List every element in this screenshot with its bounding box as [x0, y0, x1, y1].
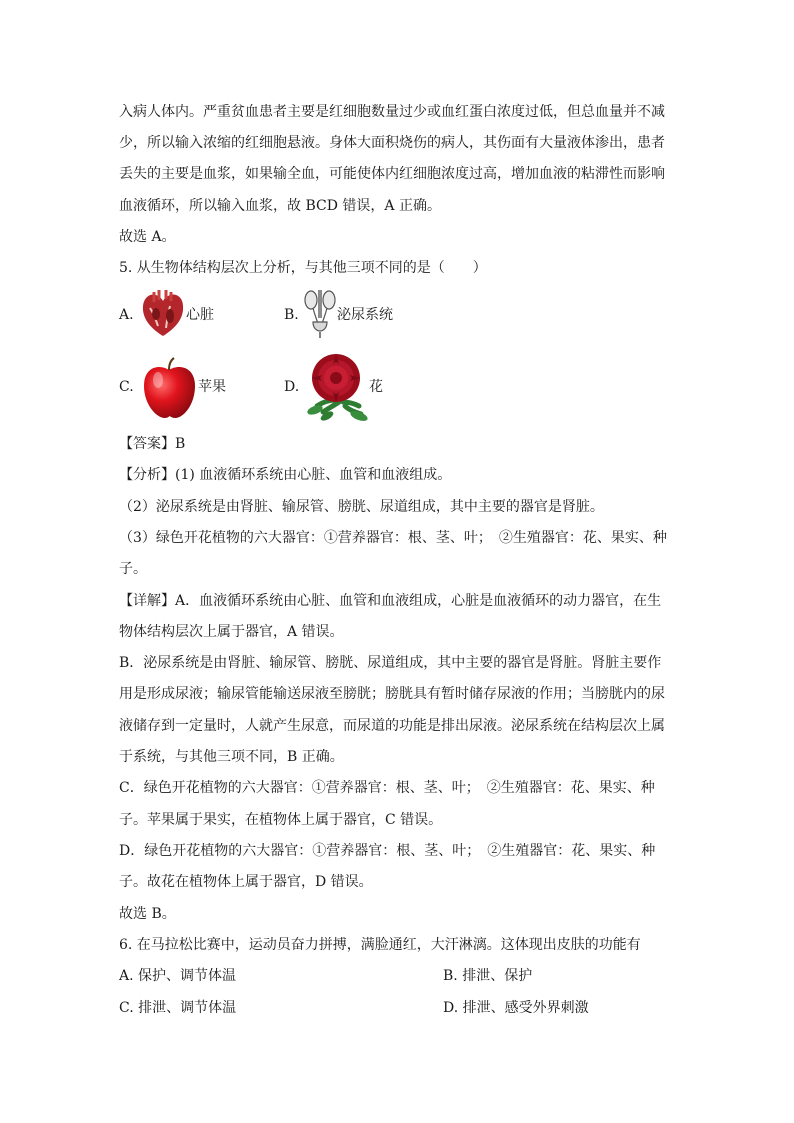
apple-icon [140, 356, 198, 420]
option-b-letter: B. [284, 307, 299, 323]
detail-line-1: 【详解】A．血液循环系统由心脏、血管和血液组成，心脏是血液循环的动力器官，在生 [119, 593, 662, 609]
detail-line-4: 用是形成尿液；输尿管能输送尿液至膀胱；膀胱具有暂时储存尿液的作用；当膀胱内的尿 [119, 686, 665, 702]
option-d-text: 花 [369, 379, 383, 395]
analysis-line-1: 【分析】(1) 血液循环系统由心脏、血管和血液组成。 [119, 467, 452, 483]
detail-line-7: C．绿色开花植物的六大器官：①营养器官：根、茎、叶； ②生殖器官：花、果实、种 [119, 780, 655, 796]
intro-line-2: 少，所以输入浓缩的红细胞悬液。身体大面积烧伤的病人，其伤面有大量液体渗出，患者 [119, 135, 665, 151]
intro-line-1: 入病人体内。严重贫血患者主要是红细胞数量过少或血红蛋白浓度过低，但总血量并不减 [119, 104, 665, 120]
question-6-stem: 6. 在马拉松比赛中，运动员奋力拼搏，满脸通红，大汗淋漓。这体现出皮肤的功能有 [119, 937, 641, 953]
detail-line-8: 子。苹果属于果实，在植物体上属于器官，C 错误。 [119, 812, 443, 828]
flower-icon [303, 350, 369, 422]
option-c-text: 苹果 [198, 379, 226, 395]
option-d-letter: D. [284, 379, 300, 395]
q6-option-a: A. 保护、调节体温 [119, 968, 237, 984]
urinary-system-icon [303, 288, 337, 338]
answer-line: 【答案】B [119, 436, 186, 452]
analysis-line-4: 子。 [119, 561, 147, 577]
detail-line-6: 于系统，与其他三项不同，B 正确。 [119, 749, 344, 765]
option-a-letter: A. [119, 307, 134, 323]
analysis-line-2: （2）泌尿系统是由肾脏、输尿管、膀胱、尿道组成，其中主要的器官是肾脏。 [119, 499, 604, 515]
detail-line-10: 子。故花在植物体上属于器官，D 错误。 [119, 874, 373, 890]
intro-conclusion: 故选 A。 [119, 229, 176, 245]
analysis-line-3: （3）绿色开花植物的六大器官：①营养器官：根、茎、叶； ②生殖器官：花、果实、种 [119, 530, 667, 546]
option-c-letter: C. [119, 379, 134, 395]
detail-line-2: 物体结构层次上属于器官，A 错误。 [119, 624, 344, 640]
detail-line-5: 液储存到一定量时，人就产生尿意，而尿道的功能是排出尿液。泌尿系统在结构层次上属 [119, 718, 665, 734]
intro-line-4: 血液循环，所以输入血浆，故 BCD 错误，A 正确。 [119, 198, 441, 214]
detail-line-3: B．泌尿系统是由肾脏、输尿管、膀胱、尿道组成，其中主要的器官是肾脏。肾脏主要作 [119, 655, 662, 671]
intro-line-3: 丢失的主要是血浆，如果输全血，可能使体内红细胞浓度过高，增加血液的粘滞性而影响 [119, 166, 665, 182]
q6-option-c: C. 排泄、调节体温 [119, 1000, 237, 1016]
q6-option-d: D. 排泄、感受外界刺激 [443, 1000, 589, 1016]
detail-line-9: D．绿色开花植物的六大器官：①营养器官：根、茎、叶； ②生殖器官：花、果实、种 [119, 843, 656, 859]
question-5-stem: 5. 从生物体结构层次上分析，与其他三项不同的是（ ） [119, 260, 487, 276]
q6-option-b: B. 排泄、保护 [443, 968, 533, 984]
option-a-text: 心脏 [186, 307, 214, 323]
option-b-text: 泌尿系统 [337, 307, 393, 323]
heart-icon [140, 288, 186, 338]
detail-conclusion: 故选 B。 [119, 906, 176, 922]
